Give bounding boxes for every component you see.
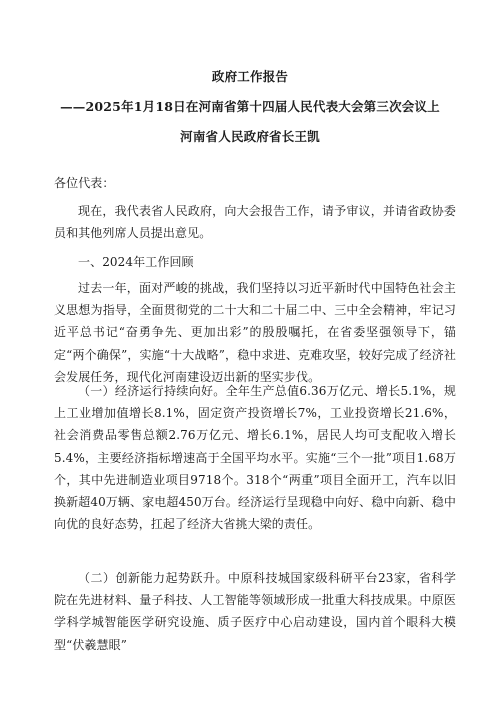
section-heading: 一、2024年工作回顾 [78,255,194,269]
paragraph-review: 过去一年，面对严峻的挑战，我们坚持以习近平新时代中国特色社会主义思想为指导，全面贯彻党的二十大和二十届二中、三中全会精神，牢记习近平总书记“奋勇争先、更加出彩”的殷殷嘱托，在省委坚强领导下，锚定“两个确保”，实施“十大战略”，稳中求进、克难攻坚，较好完成了经济社会发展任务，现代化河南建设迈出新的坚实步伐。 [54,281,456,384]
document-title: 政府工作报告 [211,69,289,84]
paragraph-economy: （一）经济运行持续向好。全年生产总值6.36万亿元、增长5.1%，规上工业增加值增长8.1%，固定资产投资增长7%，工业投资增长21.6%，社会消费品零售总额2.76万亿元、增长6.1%，居民人均可支配收入增长5.4%，主要经济指标增速高于全国平均水平。实施“三个一批”项目1.68万个，其中先进制造业项目9718个。318个“两重”项目全面开工，汽车以旧换新超40万辆、家电超450万台。经济运行呈现稳中向好、稳中向新、稳中向优的良好态势，扛起了经济大省挑大梁的责任。 [54,384,456,532]
paragraph-innovation: （二）创新能力起势跃升。中原科技城国家级科研平台23家，省科学院在先进材料、量子科技、人工智能等领域形成一批重大科技成果。中原医学科学城智能医学研究设施、质子医疗中心启动建设，国内首个眼科大模型“伏羲慧眼” [54,571,456,652]
paragraph-intro: 现在，我代表省人民政府，向大会报告工作，请予审议，并请省政协委员和其他列席人员提出意见。 [54,204,456,241]
document-subtitle: ——2025年1月18日在河南省第十四届人民代表大会第三次会议上 [60,99,440,114]
greeting: 各位代表： [54,176,115,190]
document-speaker: 河南省人民政府省长王凯 [180,129,320,144]
